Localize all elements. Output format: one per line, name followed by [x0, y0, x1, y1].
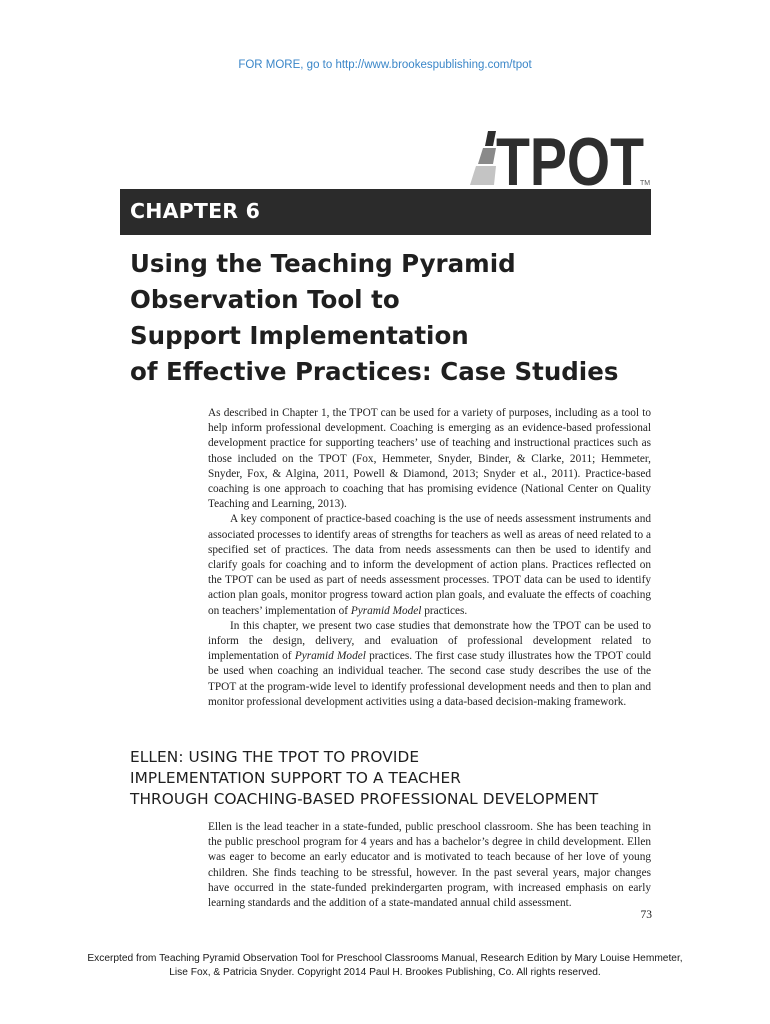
source-link[interactable]: FOR MORE, go to http://www.brookespublishing.com/tpot [238, 59, 532, 71]
chapter-title-line: Using the Teaching Pyramid [130, 249, 516, 278]
page-number: 73 [640, 909, 652, 921]
chapter-title-line: Support Implementation [130, 321, 469, 350]
copyright-footer [0, 952, 770, 980]
chapter-title-line: Observation Tool to [130, 285, 400, 314]
pyramid-tier-top [485, 131, 496, 146]
footer-line-1: Excerpted from Teaching Pyramid Observation Tool for Preschool Classrooms Manual, Research Edition by Mary Louise Hemmeter, [87, 953, 683, 964]
intro-text [208, 406, 651, 710]
logo-wordmark: TPOT [496, 128, 644, 188]
section-heading-line: IMPLEMENTATION SUPPORT TO A TEACHER [130, 768, 461, 787]
intro-paragraph-3: In this chapter, we present two case studies that demonstrate how the TPOT can be used to inform the design, delivery, and evaluation of professional development related to implementation of Pyramid Model practices. The first case study illustrates how the TPOT could be used when coaching an individual teacher. The second case study describes the use of the TPOT at the program-wide level to identify professional development needs and then to plan and monitor professional development activities using a data-based decision-making framework. [208, 619, 652, 708]
intro-paragraph-2: A key component of practice-based coaching is the use of needs assessment instruments and associated processes to identify areas of strengths for teachers as well as areas of need related to a specified set of practices. The data from needs assessments can then be used to identify and clarify goals for coaching and to inform the development of action plans. Practices reflected on the TPOT can be used as part of needs assessment processes. TPOT data can be used to identify action plan goals, monitor progress toward action plan goals, and evaluate the effects of coaching on teachers’ implementation of Pyramid Model practices. [208, 513, 651, 617]
pyramid-tier-bottom [470, 166, 496, 185]
footer-line-2: Lise Fox, & Patricia Snyder. Copyright 2014 Paul H. Brookes Publishing, Co. All rights reserved. [169, 967, 601, 978]
italic-term: Pyramid Model [294, 650, 366, 663]
chapter-title-line: of Effective Practices: Case Studies [130, 357, 619, 386]
tpot-logo [468, 128, 658, 188]
pyramid-tier-middle [478, 148, 496, 164]
case-paragraph: Ellen is the lead teacher in a state-funded, public preschool classroom. She has been teaching in the public preschool program for 4 years and has a bachelor’s degree in child development. Ellen was eager to become an early educator and is motivated to teach because of her love of young children. She finds teaching to be stressful, however. In the past several years, major changes have occurred in the state-funded prekindergarten program, with increased emphasis on early learning standards and the addition of a state-mandated annual child assessment. [208, 821, 651, 910]
case-study-text [208, 820, 651, 911]
section-heading-line: THROUGH COACHING-BASED PROFESSIONAL DEVELOPMENT [130, 789, 599, 808]
intro-paragraph-1: As described in Chapter 1, the TPOT can be used for a variety of purposes, including as a tool to help inform professional development. Coaching is emerging as an evidence-based professional development practice for supporting teachers’ use of teaching and instructional practices such as those included on the TPOT (Fox, Hemmeter, Snyder, Binder, & Clarke, 2011; Hemmeter, Snyder, Fox, & Algina, 2011, Powell & Diamond, 2013; Snyder et al., 2011). Practice-based coaching is one approach to coaching that has promising evidence (National Center on Quality Teaching and Learning, 2013). [208, 407, 651, 511]
chapter-title [130, 246, 690, 390]
section-heading-line: ELLEN: USING THE TPOT TO PROVIDE [130, 748, 420, 766]
trademark-symbol: TM [640, 180, 651, 187]
chapter-label: CHAPTER 6 [130, 199, 261, 223]
section-heading [130, 747, 598, 809]
italic-term: Pyramid Model [350, 604, 422, 617]
